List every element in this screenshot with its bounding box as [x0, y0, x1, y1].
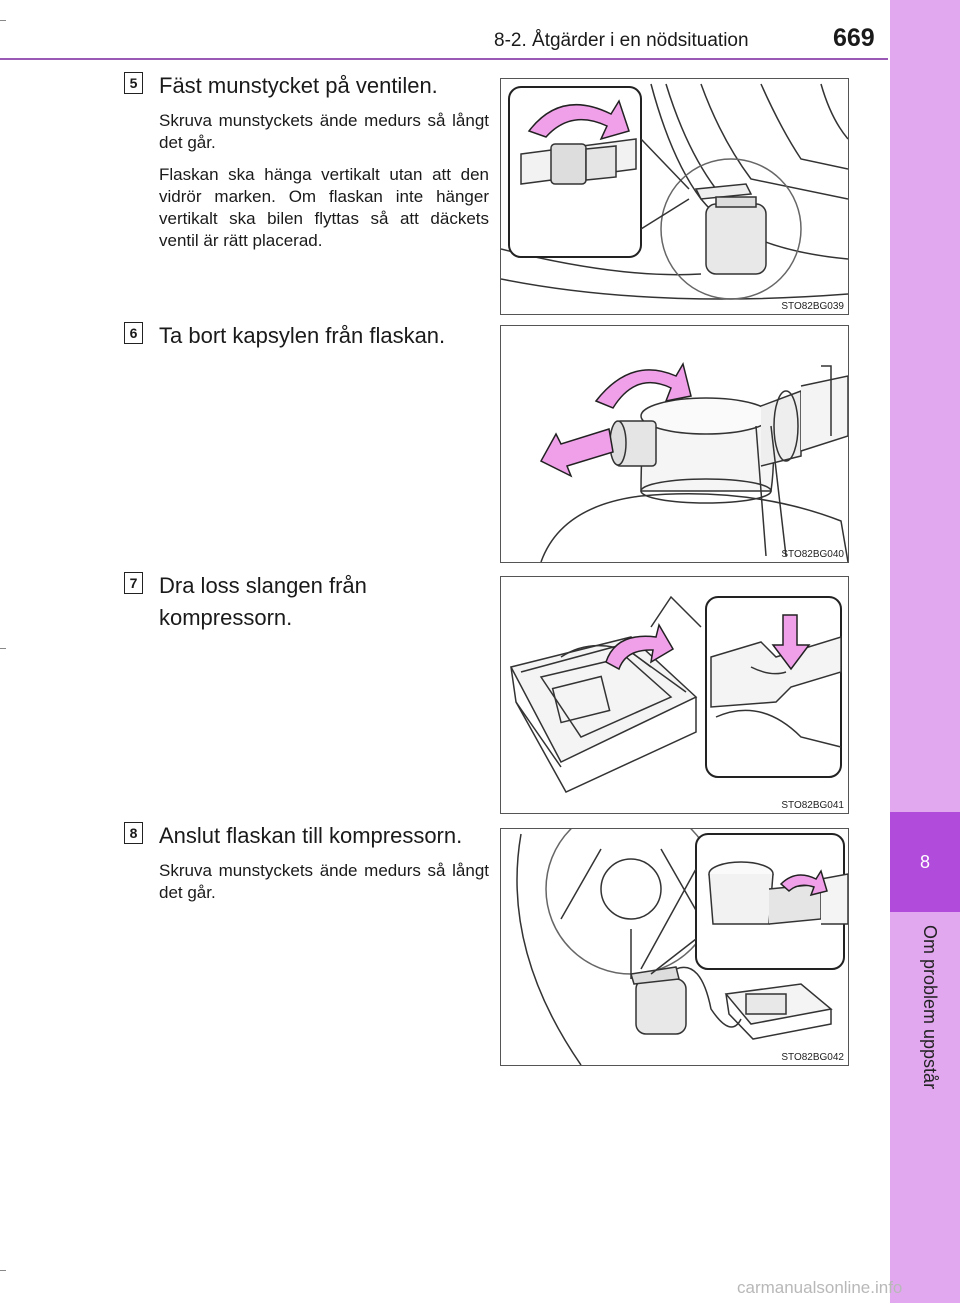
step-8 — [124, 820, 489, 920]
step-paragraph: Skruva munstyckets ände medurs så långt det går. — [159, 861, 489, 902]
detach-hose-illustration — [501, 577, 848, 813]
step-body — [159, 110, 489, 262]
section-title: 8-2. Åtgärder i en nödsituation — [494, 30, 749, 51]
figure-caption: STO82BG042 — [781, 1052, 844, 1063]
figure-remove-cap — [500, 325, 849, 563]
crop-mark — [0, 1270, 6, 1271]
step-number-badge: 5 — [124, 72, 143, 94]
figure-valve-nozzle — [500, 78, 849, 315]
step-title: Ta bort kapsylen från flaskan. — [159, 323, 446, 348]
figure-caption: STO82BG040 — [781, 549, 844, 560]
watermark: carmanualsonline.info — [737, 1278, 903, 1297]
remove-cap-illustration — [501, 326, 848, 562]
step-number-badge: 7 — [124, 572, 143, 594]
step-number-badge: 8 — [124, 822, 143, 844]
figure-connect-bottle — [500, 828, 849, 1066]
step-paragraph: Skruva munstyckets ände medurs så långt det går. — [159, 111, 489, 152]
step-number-badge: 6 — [124, 322, 143, 344]
chapter-number: 8 — [919, 852, 930, 872]
step-paragraph: Flaskan ska hänga vertikalt utan att den vidrör marken. Om flaskan inte hänger vertikalt ska bilen flyttas så att däckets ventil är rätt placerad. — [159, 165, 489, 250]
page-number: 669 — [833, 24, 875, 52]
step-title: Anslut flaskan till kompressorn. — [159, 823, 463, 848]
chapter-label: Om problem uppstår — [920, 925, 940, 1090]
figure-caption: STO82BG039 — [781, 301, 844, 312]
chapter-tab[interactable] — [890, 812, 960, 912]
step-title: Fäst munstycket på ventilen. — [159, 73, 438, 98]
connect-bottle-illustration — [501, 829, 848, 1065]
crop-mark — [0, 648, 6, 649]
figure-detach-hose — [500, 576, 849, 814]
crop-mark — [0, 20, 6, 21]
step-6 — [124, 320, 484, 380]
step-5 — [124, 70, 489, 300]
step-title: Dra loss slangen från kompressorn. — [159, 573, 367, 630]
step-body — [159, 860, 489, 914]
figure-caption: STO82BG041 — [781, 800, 844, 811]
header-rule — [0, 58, 888, 60]
pull-arrow-icon — [541, 429, 613, 476]
chapter-sidebar — [890, 0, 960, 1303]
step-7 — [124, 570, 484, 640]
valve-nozzle-illustration — [501, 79, 848, 314]
